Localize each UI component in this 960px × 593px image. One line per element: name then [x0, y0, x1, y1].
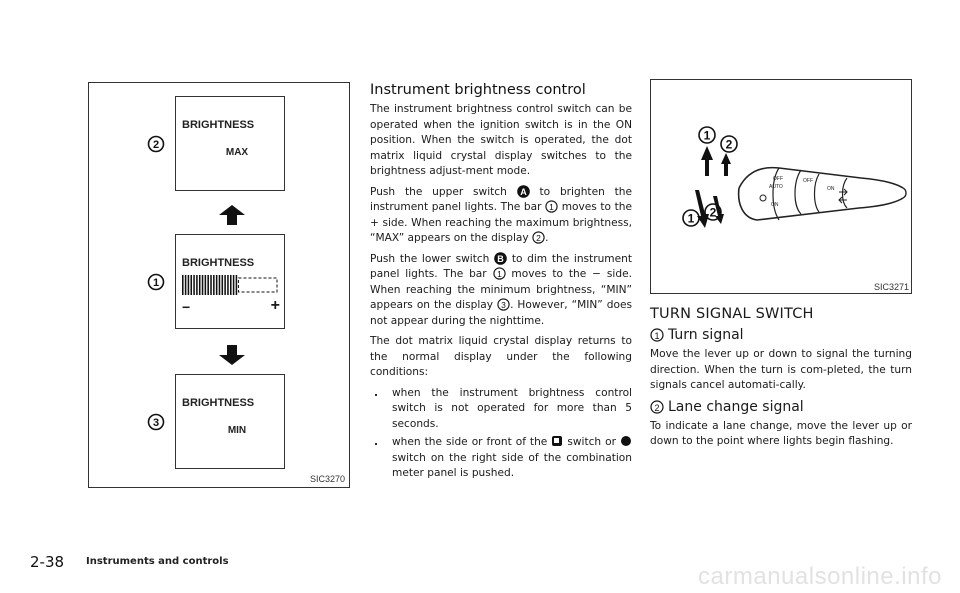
svg-text:1: 1	[687, 211, 695, 226]
bar-segment	[219, 275, 221, 295]
bar-segment	[185, 275, 187, 295]
callout-1-icon	[545, 200, 558, 213]
lever-label: ON	[771, 202, 779, 208]
callout-1-icon	[147, 273, 165, 291]
bar-segment	[196, 275, 198, 295]
subheading-lane-change	[650, 399, 912, 415]
round-switch-icon	[620, 435, 632, 447]
plus-sign: +	[270, 297, 280, 314]
bar-remainder	[238, 278, 277, 292]
bar-segment	[233, 275, 235, 295]
bar-segment	[230, 275, 232, 295]
callout-3-icon	[497, 298, 510, 311]
callout-b-icon	[494, 252, 507, 265]
list-item-text: switch on the right side of the combination meter panel is pushed.	[392, 451, 632, 479]
subheading-text: Turn signal	[668, 327, 744, 343]
callout-1-icon	[699, 127, 715, 143]
subheading-turn-signal	[650, 327, 912, 343]
callout-1-icon	[683, 210, 699, 226]
paragraph	[370, 252, 632, 330]
text-run: Push the upper switch	[370, 185, 507, 198]
bar-segment	[210, 275, 212, 295]
text-run: . However, “MIN” does not appear during the nighttime.	[370, 299, 632, 327]
bar-segment	[199, 275, 201, 295]
bar-segment	[227, 275, 229, 295]
display-switch-icon	[551, 435, 563, 447]
text-run: to brighten the instrument panel lights. The bar	[370, 185, 633, 213]
bar-segment	[224, 275, 226, 295]
svg-text:1: 1	[496, 269, 502, 279]
panel-value-max: MAX	[225, 147, 249, 158]
list-item-text: switch or	[567, 436, 616, 448]
bullet-mark: .	[374, 386, 379, 399]
turn-signal-figure	[650, 79, 912, 294]
callout-3-label: 3	[152, 417, 160, 429]
paragraph: To indicate a lane change, move the lever up or down to the point where lights begin flashing.	[650, 419, 912, 447]
page-number: 2-38	[30, 553, 65, 571]
section-heading: Instrument brightness control	[370, 82, 586, 98]
bar-segment	[213, 275, 215, 295]
callout-2-icon	[721, 136, 737, 152]
bar-segment	[202, 275, 204, 295]
callout-1-icon	[650, 328, 664, 342]
svg-text:1: 1	[549, 202, 554, 212]
lever-label: OFF	[773, 176, 783, 182]
panel-title: BRIGHTNESS	[182, 257, 255, 269]
panel-title: BRIGHTNESS	[182, 119, 255, 131]
figure-code: SIC3270	[309, 474, 345, 484]
svg-text:3: 3	[501, 300, 506, 310]
paragraph: Move the lever up or down to signal the turning direction. When the turn is com-pleted, the turn signals cancel automati-cally.	[650, 348, 912, 391]
callout-2-icon	[532, 231, 545, 244]
brightness-figure	[88, 82, 350, 488]
callout-2-icon	[147, 135, 165, 153]
text-run: .	[545, 232, 549, 244]
arrow-down-icon	[219, 345, 245, 365]
text-run: to dim the instrument panel lights. The bar	[370, 252, 633, 280]
brightness-level-bar	[182, 275, 278, 295]
callout-a-icon	[517, 185, 530, 198]
paragraph	[370, 185, 632, 247]
arrow-up-small-icon	[721, 153, 731, 176]
bar-segment	[182, 275, 184, 295]
bar-segment	[222, 275, 224, 295]
panel-title: BRIGHTNESS	[182, 397, 255, 409]
footer-title: Instruments and controls	[86, 556, 229, 567]
svg-text:B: B	[497, 253, 504, 264]
svg-text:2: 2	[654, 402, 660, 413]
text-run: moves to the − side. When reaching the minimum brightness, “MIN” appears on the display	[370, 268, 632, 311]
lever-label: AUTO	[769, 184, 783, 190]
arrow-up-icon	[219, 205, 245, 225]
bar-segment	[205, 275, 207, 295]
lever-label: OFF	[803, 178, 813, 184]
paragraph: The instrument brightness control switch can be operated when the ignition switch is in the ON position. When the switch is operated, the dot matrix liquid crystal display switches to the brightness adjust-ment mode.	[370, 103, 632, 177]
figure-code: SIC3271	[873, 282, 909, 292]
callout-3-icon	[147, 413, 165, 431]
bar-segment	[193, 275, 195, 295]
bar-segment	[216, 275, 218, 295]
bar-segment	[188, 275, 190, 295]
brightness-max-panel	[175, 96, 285, 191]
arrow-up-icon	[701, 146, 713, 176]
text-run: moves to the + side. When reaching the maximum brightness, “MAX” appears on the display	[370, 201, 632, 244]
panel-value-min: MIN	[227, 425, 247, 436]
brightness-section	[370, 82, 632, 485]
turn-signal-section	[650, 306, 912, 455]
bar-segment	[236, 275, 238, 295]
svg-text:2: 2	[725, 137, 733, 152]
callout-2-icon	[650, 400, 664, 414]
callout-2-label: 2	[152, 139, 160, 151]
lever-label: ON	[827, 186, 835, 192]
paragraph: The dot matrix liquid crystal display returns to the normal display under the following conditions:	[370, 335, 632, 378]
section-heading: TURN SIGNAL SWITCH	[650, 306, 814, 322]
text-run: Push the lower switch	[370, 252, 490, 265]
svg-text:1: 1	[703, 128, 711, 143]
svg-text:1: 1	[654, 331, 660, 341]
list-item-text: when the instrument brightness control switch is not operated for more than 5 seconds.	[392, 386, 632, 430]
list-item	[370, 386, 632, 433]
svg-text:A: A	[519, 186, 527, 197]
minus-sign: −	[182, 299, 191, 315]
brightness-min-panel	[175, 374, 285, 469]
callout-1-icon	[493, 267, 506, 280]
list-item	[370, 435, 632, 482]
callout-1-label: 1	[152, 277, 160, 289]
subheading-text: Lane change signal	[668, 398, 804, 415]
list-item-text: when the side or front of the	[392, 436, 548, 448]
svg-text:2: 2	[536, 233, 541, 243]
brightness-bar-panel	[175, 234, 285, 329]
bar-segment	[207, 275, 209, 295]
bar-segment	[190, 275, 192, 295]
watermark: carmanualsonline.info	[698, 563, 942, 590]
svg-text:2: 2	[709, 205, 717, 220]
turn-signal-lever-diagram	[651, 80, 913, 295]
bullet-mark: .	[374, 436, 379, 448]
